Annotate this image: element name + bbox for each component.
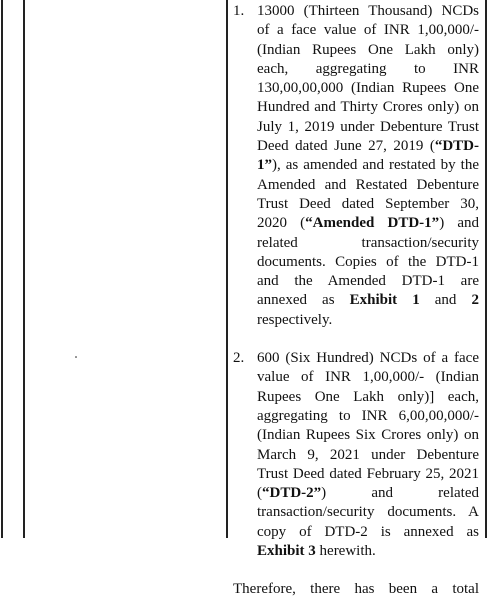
bold-term: “DTD-2” bbox=[262, 485, 322, 502]
closing-paragraph: Therefore, there has been a total bbox=[233, 581, 479, 598]
list-item-number: 2. bbox=[233, 350, 245, 367]
text-run: ) and related transaction/security documents. Copies of the DTD-1 and the Amended DTD-1 are annexed as bbox=[257, 215, 480, 309]
list-item-text bbox=[257, 349, 481, 561]
text-run: and bbox=[419, 292, 472, 309]
text-run: 600 (Six Hundred) NCDs of a face value of INR 1,00,000/- (Indian Rupees One Lakh only)] each, aggregating to INR 6,00,00,000/- (Indian Rupees Six Crores only) on March 9, 2021 under Debenture Trust Deed dated February 25, 2021 ( bbox=[257, 350, 479, 502]
table-border-inner bbox=[23, 0, 25, 538]
text-run: 13000 (Thirteen Thousand) NCDs of a face value of INR 1,00,000/- (Indian Rupees One Lakh only) each, aggregating to INR 130,00,00,000 (Indian Rupees One Hundred and Thirty Crores only) on July 1, 2019 under Debenture Trust Deed dated June 27, 2019 ( bbox=[257, 3, 479, 155]
text-run: ), as amended and restated by the Amended and Restated Debenture Trust Deed dated September 30, 2020 ( bbox=[257, 157, 479, 232]
list-item-1 bbox=[233, 2, 481, 330]
text-run: ) and related transaction/security documents. A copy of DTD-2 is annexed as bbox=[257, 485, 479, 540]
list-item-2 bbox=[233, 349, 481, 561]
bold-term: “DTD-1” bbox=[257, 138, 479, 174]
list-item-number: 1. bbox=[233, 3, 245, 19]
bold-term: 2 bbox=[471, 292, 479, 309]
text-run: herewith. bbox=[315, 543, 376, 560]
bold-term: Exhibit 3 bbox=[257, 543, 316, 560]
list-item-text bbox=[257, 2, 481, 330]
table-border-left bbox=[1, 0, 3, 538]
bold-term: Exhibit 1 bbox=[349, 292, 420, 309]
right-column-content bbox=[233, 2, 481, 600]
bold-term: “Amended DTD-1” bbox=[305, 215, 440, 232]
scan-speck bbox=[75, 356, 77, 358]
table-column-divider bbox=[226, 0, 228, 538]
text-run: respectively. bbox=[257, 311, 333, 328]
table-border-right bbox=[485, 0, 487, 538]
